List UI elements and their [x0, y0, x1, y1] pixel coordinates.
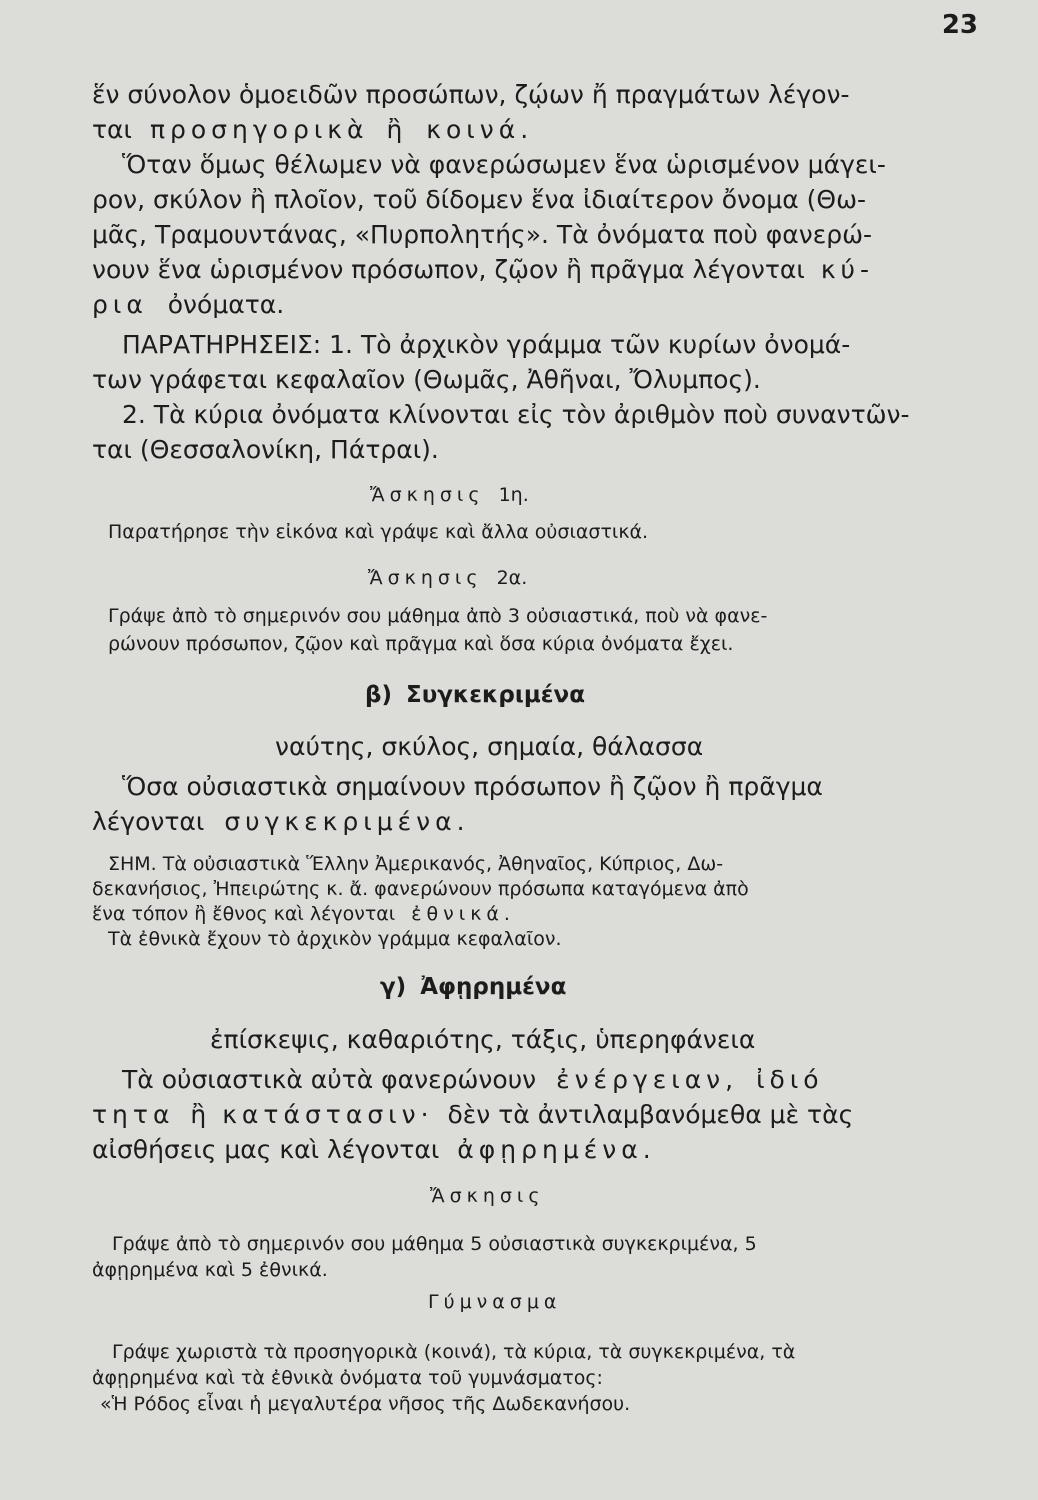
- intro-line-2: [92, 115, 533, 145]
- intro-line-4: ρον, σκύλον ἢ πλοῖον, τοῦ δίδομεν ἕνα ἰδιαίτερον ὄνομα (Θω-: [92, 185, 867, 214]
- exercise-2-line-1: Γράψε ἀπὸ τὸ σημερινόν σου μάθημα ἀπὸ 3 οὐσιαστικά, ποὺ νὰ φανε-: [108, 605, 768, 627]
- section-c-line-3: [92, 1135, 656, 1165]
- section-b-line-2-a: λέγονται: [92, 807, 205, 836]
- remarks-line-2: των γράφεται κεφαλαῖον (Θωμᾶς, Ἀθῆναι, Ὄλυμπος).: [92, 365, 761, 394]
- intro-line-7: [92, 290, 284, 320]
- exercise-1-heading: [370, 483, 529, 507]
- exercise-3-line-2: ἀφῃρημένα καὶ 5 ἐθνικά.: [92, 1259, 328, 1281]
- exercise-2-line-2: ρώνουν πρόσωπον, ζῷον καὶ πρᾶγμα καὶ ὅσα κύρια ὀνόματα ἔχει.: [108, 633, 734, 655]
- term-idiotita-end: τητα: [92, 1100, 175, 1129]
- section-b-note-4: Τὰ ἐθνικὰ ἔχουν τὸ ἀρχικὸν γράμμα κεφαλαῖον.: [108, 928, 562, 950]
- section-b-examples: ναύτης, σκύλος, σημαία, θάλασσα: [275, 732, 704, 761]
- term-kyria: ρια: [92, 290, 148, 319]
- term-prosigorika: προσηγορικὰ: [149, 115, 369, 144]
- section-c-line-1-a: Τὰ οὐσιαστικὰ αὐτὰ φανερώνουν: [122, 1065, 537, 1094]
- section-b-label: β): [365, 682, 392, 708]
- exercise-2-title: Ἄσκησις: [368, 567, 483, 589]
- term-afirimena: ἀφῃρημένα.: [457, 1135, 656, 1164]
- term-katastasin: κατάστασιν·: [222, 1100, 434, 1129]
- intro-line-6-a: νουν ἕνα ὡρισμένον πρόσωπον, ζῷον ἢ πρᾶγμα λέγονται: [92, 255, 805, 284]
- remarks-line-3: 2. Τὰ κύρια ὀνόματα κλίνονται εἰς τὸν ἀριθμὸν ποὺ συναντῶν-: [122, 400, 910, 429]
- gymnasma-line-2: ἀφῃρημένα καὶ τὰ ἐθνικὰ ὀνόματα τοῦ γυμνάσματος:: [92, 1367, 603, 1389]
- term-sygkekrimena: συγκεκριμένα.: [224, 807, 470, 836]
- intro-line-6-b: κύ-: [820, 255, 875, 284]
- section-c-line-2-b: ἢ: [190, 1100, 207, 1129]
- gymnasma-line-3: «Ἡ Ρόδος εἶναι ἡ μεγαλυτέρα νῆσος τῆς Δωδεκανήσου.: [100, 1393, 631, 1415]
- section-b-note-2: δεκανήσιος, Ἠπειρώτης κ. ἄ. φανερώνουν πρόσωπα καταγόμενα ἀπὸ: [92, 878, 749, 900]
- exercise-1-text: Παρατήρησε τὴν εἰκόνα καὶ γράψε καὶ ἄλλα οὐσιαστικά.: [108, 521, 649, 543]
- section-c-line-2: [92, 1100, 853, 1130]
- section-c-examples: ἐπίσκεψις, καθαριότης, τάξις, ὑπερηφάνεια: [210, 1025, 756, 1054]
- intro-line-2-a: ται: [92, 115, 132, 144]
- exercise-1-number: 1η.: [498, 484, 529, 506]
- section-b-note-3-a: ἕνα τόπον ἢ ἔθνος καὶ λέγονται: [92, 903, 396, 925]
- section-c-heading: [380, 972, 566, 1002]
- intro-line-1: ἕν σύνολον ὁμοειδῶν προσώπων, ζῴων ἤ πραγμάτων λέγον-: [92, 80, 850, 109]
- intro-line-5: μᾶς, Τραμουντάνας, «Πυρπολητής». Τὰ ὀνόματα ποὺ φανερώ-: [92, 220, 873, 249]
- term-ethnika: ἐθνικά.: [411, 903, 515, 925]
- exercise-2-heading: [368, 566, 527, 590]
- section-c-line-1: [122, 1065, 824, 1095]
- section-b-note-3: [92, 902, 515, 926]
- intro-line-6: [92, 255, 874, 285]
- remarks-line-4: ται (Θεσσαλονίκη, Πάτραι).: [92, 435, 439, 464]
- section-c-line-3-a: αἰσθήσεις μας καὶ λέγονται: [92, 1135, 440, 1164]
- term-idiotita-start: ἰδιό: [756, 1065, 824, 1094]
- section-b-line-1: Ὅσα οὐσιαστικὰ σημαίνουν πρόσωπον ἢ ζῷον ἢ πρᾶγμα: [122, 772, 823, 801]
- section-c-title: Ἀφῃρημένα: [420, 974, 567, 1000]
- section-b-heading: [365, 680, 585, 710]
- term-energeian: ἐνέργειαν,: [556, 1065, 739, 1094]
- section-b-note-1: ΣΗΜ. Τὰ οὐσιαστικὰ Ἕλλην Ἀμερικανός, Ἀθηναῖος, Κύπριος, Δω-: [108, 853, 724, 875]
- remarks-line-1: ΠΑΡΑΤΗΡΗΣΕΙΣ: 1. Τὸ ἀρχικὸν γράμμα τῶν κυρίων ὀνομά-: [122, 330, 851, 359]
- gymnasma-heading: Γύμνασμα: [428, 1291, 562, 1313]
- exercise-1-title: Ἄσκησις: [370, 484, 485, 506]
- term-koina: κοινά.: [426, 115, 534, 144]
- section-b-title: Συγκεκριμένα: [406, 682, 586, 708]
- exercise-2-number: 2α.: [496, 567, 528, 589]
- page-number: 23: [941, 10, 978, 40]
- intro-line-7-b: ὀνόματα.: [167, 290, 285, 319]
- gymnasma-line-1: Γράψε χωριστὰ τὰ προσηγορικὰ (κοινά), τὰ κύρια, τὰ συγκεκριμένα, τὰ: [112, 1341, 796, 1363]
- exercise-3-line-1: Γράψε ἀπὸ τὸ σημερινόν σου μάθημα 5 οὐσιαστικὰ συγκεκριμένα, 5: [112, 1233, 757, 1255]
- intro-line-2-c: ἢ: [386, 115, 403, 144]
- section-c-line-2-d: δὲν τὰ ἀντιλαμβανόμεθα μὲ τὰς: [447, 1100, 854, 1129]
- section-b-line-2: [92, 807, 470, 837]
- section-c-label: γ): [380, 974, 407, 1000]
- intro-line-3: Ὅταν ὅμως θέλωμεν νὰ φανερώσωμεν ἕνα ὡρισμένον μάγει-: [122, 150, 886, 179]
- exercise-3-heading: Ἄσκησις: [430, 1185, 545, 1207]
